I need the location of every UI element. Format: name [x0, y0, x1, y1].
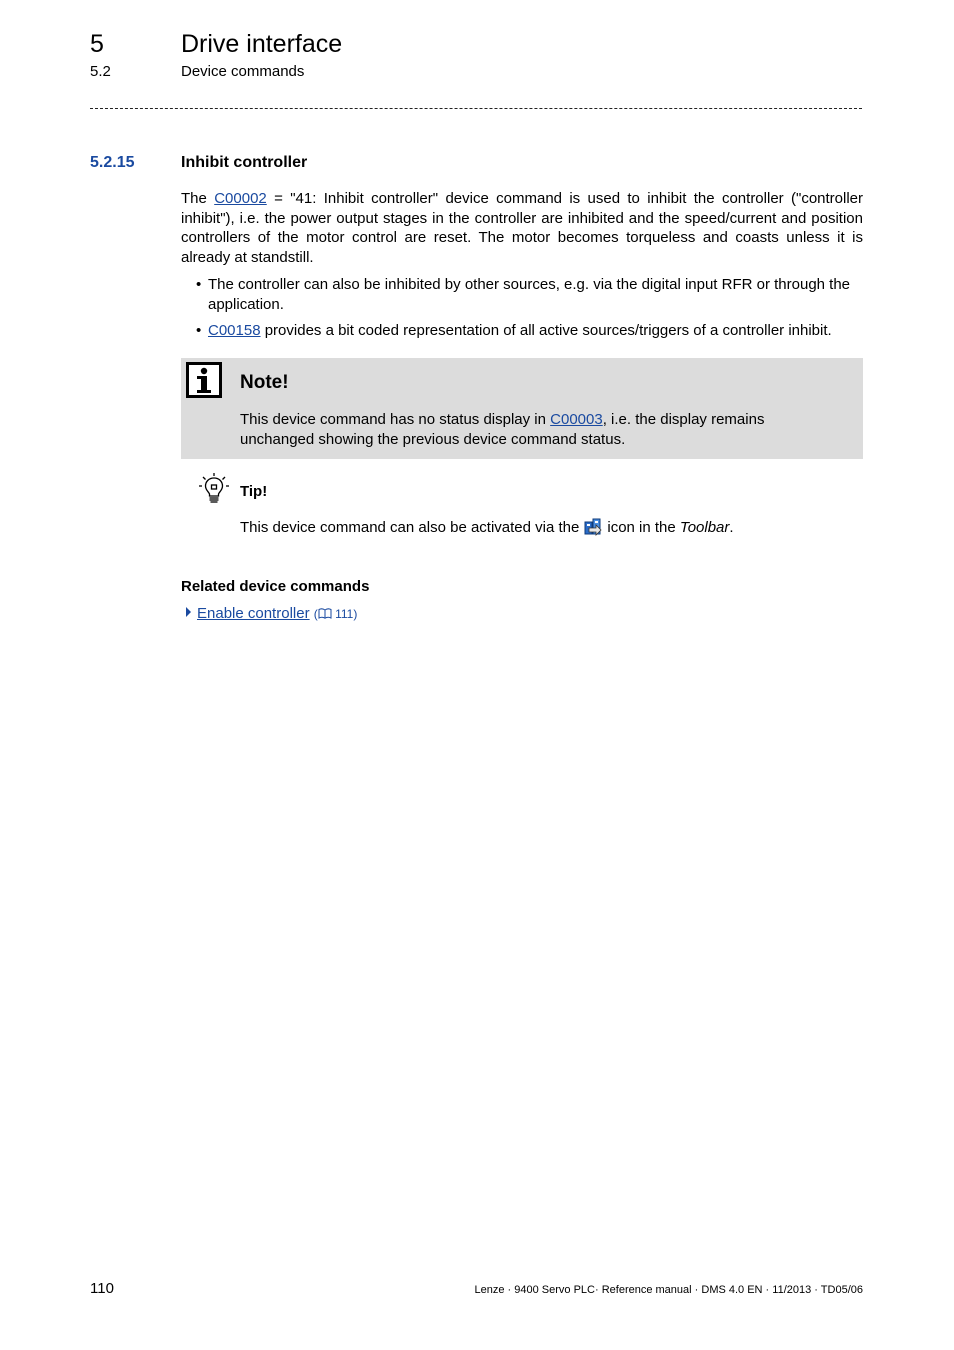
c00158-link[interactable]: C00158	[208, 322, 261, 339]
intro-rest: = "41: Inhibit controller" device command is used to inhibit the controller ("controller inhibit"), i.e. the power output stages in the controller are inhibited and the speed/current and position controllers of the motor control are reset. The motor becomes torqueless and coasts unless it is already at standstill.	[181, 190, 864, 266]
toolbar-word: Toolbar	[679, 519, 730, 536]
note-title: Note!	[240, 372, 289, 393]
bullet-dot: •	[196, 276, 202, 293]
footer-text: Lenze · 9400 Servo PLC· Reference manual · DMS 4.0 EN · 11/2013 · TD05/06	[474, 1284, 863, 1296]
tip-text-after: icon in the	[607, 519, 680, 536]
intro-paragraph	[181, 189, 863, 267]
tip-text	[240, 516, 860, 538]
section-number: 5.2	[90, 63, 111, 80]
note-text-before: This device command has no status display in	[240, 411, 551, 428]
related-item-enable-controller	[186, 604, 357, 624]
bullet-c00158-text: provides a bit coded representation of all active sources/triggers of a controller inhibit.	[260, 322, 832, 339]
page-ref-open: (	[313, 607, 318, 621]
tip-title: Tip!	[240, 483, 268, 500]
page-ref-number: 111	[335, 607, 354, 621]
note-text-after: , i.e. the display remains unchanged showing the previous device command status.	[240, 411, 765, 448]
intro-prefix: The	[181, 190, 215, 207]
tip-period: .	[729, 519, 734, 536]
bullet-item-other-sources: The controller can also be inhibited by other sources, e.g. via the digital input RFR or through the application.	[208, 276, 851, 313]
book-icon	[318, 605, 332, 616]
bullet-item-c00158	[208, 321, 863, 341]
section-title: Device commands	[181, 63, 305, 80]
note-text	[240, 410, 840, 450]
c00002-link[interactable]: C00002	[214, 190, 267, 207]
arrow-right-icon	[186, 607, 191, 617]
info-icon	[186, 362, 222, 398]
chapter-title: Drive interface	[181, 30, 343, 58]
enable-controller-link[interactable]: Enable controller	[197, 605, 310, 622]
page-number: 110	[90, 1280, 114, 1297]
lightbulb-icon	[197, 472, 231, 506]
c00003-link[interactable]: C00003	[550, 411, 603, 428]
related-commands-heading: Related device commands	[181, 578, 370, 595]
subsection-number: 5.2.15	[90, 154, 135, 171]
subsection-title: Inhibit controller	[181, 154, 308, 171]
header-divider	[90, 108, 862, 109]
inhibit-controller-toolbar-icon	[583, 516, 603, 536]
page-reference[interactable]	[314, 607, 358, 621]
tip-text-before: This device command can also be activated via the	[240, 519, 580, 536]
page-ref-close: )	[353, 607, 358, 621]
chapter-number: 5	[90, 30, 104, 58]
bullet-dot: •	[196, 322, 202, 339]
